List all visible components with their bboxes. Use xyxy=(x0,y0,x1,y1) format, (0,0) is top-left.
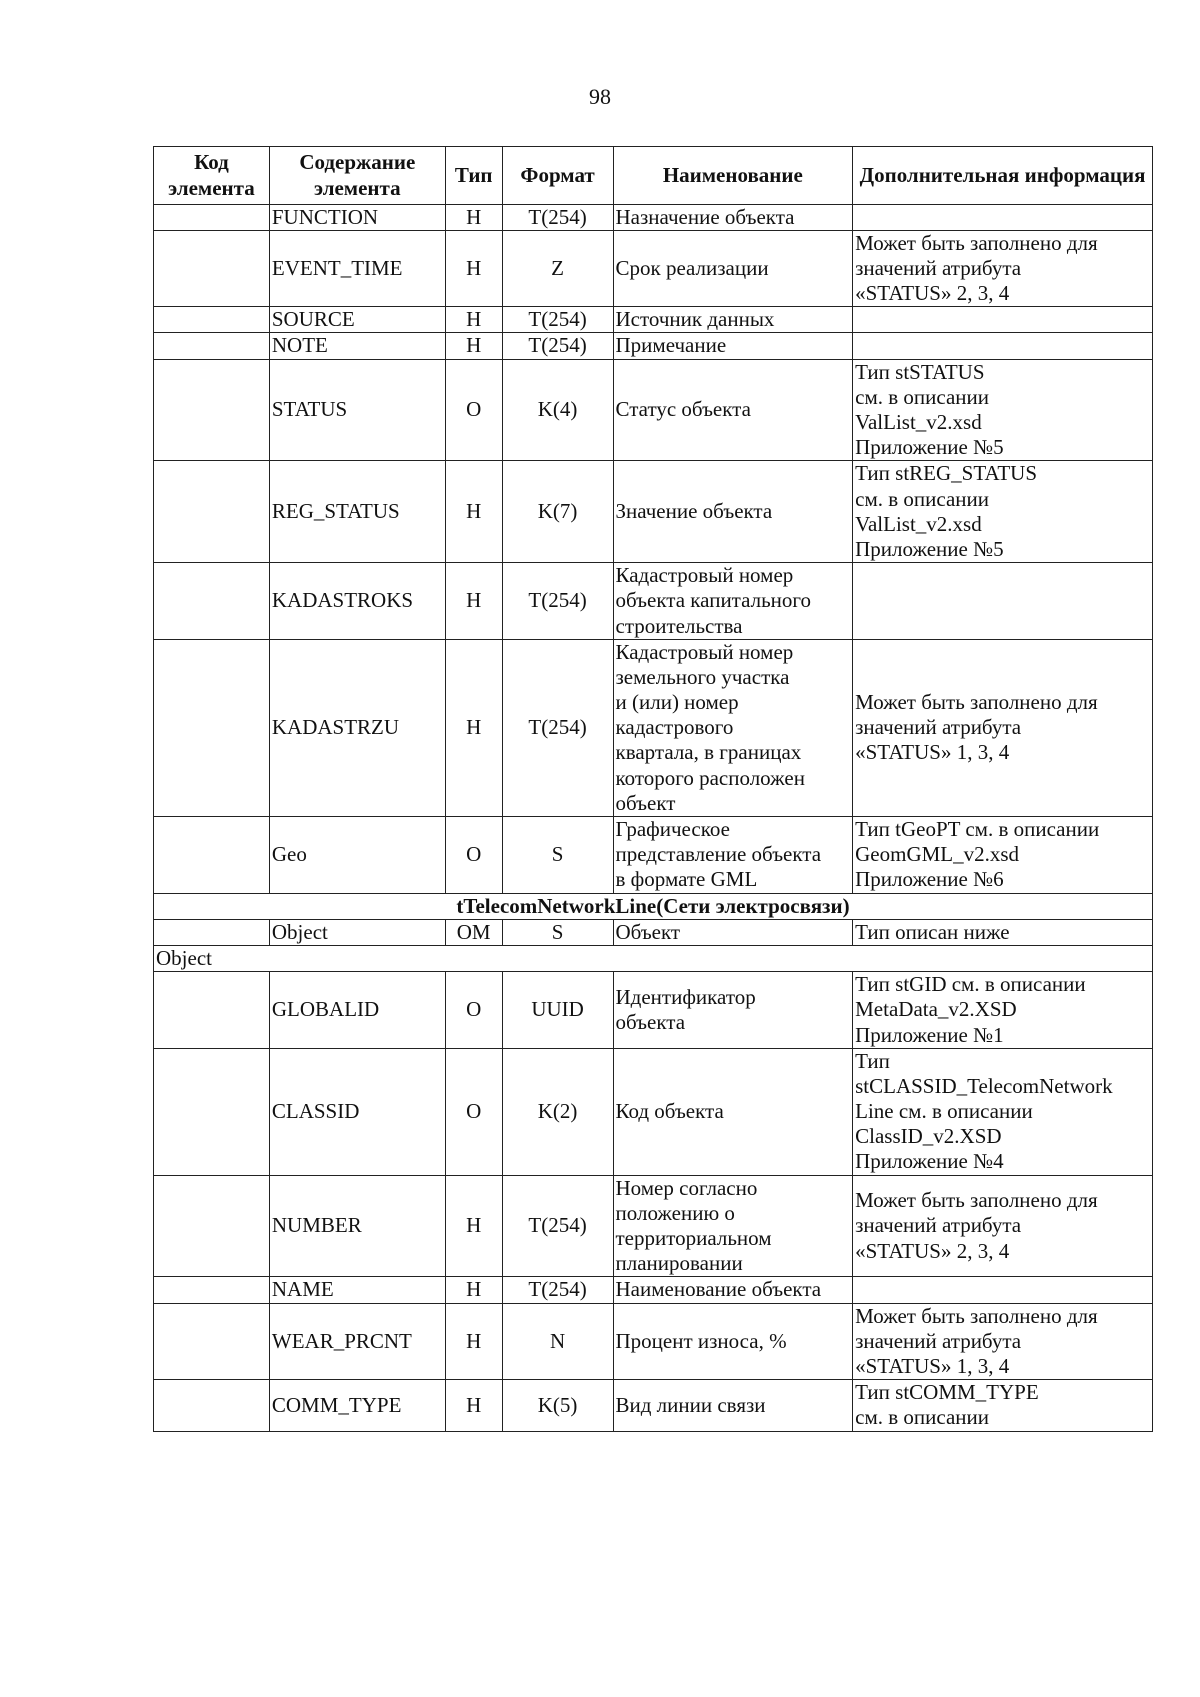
cell-content: FUNCTION xyxy=(269,204,445,230)
cell-name: Номер согласно положению о территориальном планировании xyxy=(613,1175,853,1277)
cell-name: Кадастровый номер объекта капитального строительства xyxy=(613,563,853,640)
cell-info: Может быть заполнено для значений атрибута «STATUS» 2, 3, 4 xyxy=(853,230,1153,307)
cell-info xyxy=(853,204,1153,230)
cell-content: KADASTROKS xyxy=(269,563,445,640)
cell-format: T(254) xyxy=(502,563,613,640)
cell-name: Идентификатор объекта xyxy=(613,972,853,1049)
cell-code xyxy=(154,563,270,640)
table-row xyxy=(154,230,1153,307)
cell-type: Н xyxy=(445,1303,502,1380)
specification-table xyxy=(153,146,1153,1432)
cell-code xyxy=(154,919,270,945)
cell-format: K(7) xyxy=(502,461,613,563)
cell-format: K(4) xyxy=(502,359,613,461)
section-title: tTelecomNetworkLine(Сети электросвязи) xyxy=(154,893,1153,919)
cell-name: Код объекта xyxy=(613,1048,853,1175)
cell-content: NUMBER xyxy=(269,1175,445,1277)
cell-type: Н xyxy=(445,1277,502,1303)
cell-name: Назначение объекта xyxy=(613,204,853,230)
cell-name: Объект xyxy=(613,919,853,945)
cell-code xyxy=(154,359,270,461)
cell-content: NOTE xyxy=(269,333,445,359)
cell-content: Geo xyxy=(269,817,445,894)
cell-code xyxy=(154,333,270,359)
cell-type: О xyxy=(445,972,502,1049)
cell-type: Н xyxy=(445,333,502,359)
cell-name: Кадастровый номер земельного участка и (или) номер кадастрового квартала, в границах которого расположен объект xyxy=(613,639,853,816)
object-label: Object xyxy=(154,945,1153,971)
cell-format: Z xyxy=(502,230,613,307)
section-title-row xyxy=(154,893,1153,919)
cell-format: T(254) xyxy=(502,204,613,230)
table-row xyxy=(154,1175,1153,1277)
cell-content: NAME xyxy=(269,1277,445,1303)
table-row xyxy=(154,972,1153,1049)
cell-code xyxy=(154,1175,270,1277)
table-row xyxy=(154,1303,1153,1380)
cell-format: UUID xyxy=(502,972,613,1049)
table-row xyxy=(154,1380,1153,1431)
cell-type: Н xyxy=(445,461,502,563)
cell-format: K(5) xyxy=(502,1380,613,1431)
table-row xyxy=(154,1048,1153,1175)
table-row xyxy=(154,563,1153,640)
cell-content: STATUS xyxy=(269,359,445,461)
cell-content: Object xyxy=(269,919,445,945)
cell-format: T(254) xyxy=(502,333,613,359)
cell-format: T(254) xyxy=(502,639,613,816)
cell-info: Тип tGeoPT см. в описании GeomGML_v2.xsd Приложение №6 xyxy=(853,817,1153,894)
cell-info: Тип stSTATUS см. в описании ValList_v2.xsd Приложение №5 xyxy=(853,359,1153,461)
cell-info: Тип stCLASSID_TelecomNetwork Line см. в описании ClassID_v2.XSD Приложение №4 xyxy=(853,1048,1153,1175)
cell-info xyxy=(853,1277,1153,1303)
rows-group-a xyxy=(154,204,1153,893)
cell-info: Тип stCOMM_TYPE см. в описании xyxy=(853,1380,1153,1431)
cell-code xyxy=(154,461,270,563)
cell-name: Срок реализации xyxy=(613,230,853,307)
cell-code xyxy=(154,1303,270,1380)
cell-code xyxy=(154,817,270,894)
cell-type: Н xyxy=(445,307,502,333)
cell-name: Источник данных xyxy=(613,307,853,333)
cell-code xyxy=(154,307,270,333)
cell-info xyxy=(853,333,1153,359)
table-row xyxy=(154,333,1153,359)
cell-name: Значение объекта xyxy=(613,461,853,563)
cell-type: О xyxy=(445,359,502,461)
page-number: 98 xyxy=(589,84,611,109)
cell-type: О xyxy=(445,1048,502,1175)
cell-info: Может быть заполнено для значений атрибута «STATUS» 1, 3, 4 xyxy=(853,639,1153,816)
cell-type: Н xyxy=(445,1380,502,1431)
table-row xyxy=(154,639,1153,816)
table-header-row xyxy=(154,147,1153,205)
cell-name: Наименование объекта xyxy=(613,1277,853,1303)
cell-info: Может быть заполнено для значений атрибута «STATUS» 1, 3, 4 xyxy=(853,1303,1153,1380)
cell-info: Тип stGID см. в описании MetaData_v2.XSD Приложение №1 xyxy=(853,972,1153,1049)
cell-type: ОМ xyxy=(445,919,502,945)
header-type: Тип xyxy=(445,147,502,205)
cell-format: K(2) xyxy=(502,1048,613,1175)
cell-name: Графическое представление объекта в формате GML xyxy=(613,817,853,894)
table-row xyxy=(154,204,1153,230)
section-group xyxy=(154,893,1153,972)
cell-content: KADASTRZU xyxy=(269,639,445,816)
table-row xyxy=(154,359,1153,461)
cell-name: Вид линии связи xyxy=(613,1380,853,1431)
header-code: Код элемента xyxy=(154,147,270,205)
table-row xyxy=(154,461,1153,563)
cell-type: Н xyxy=(445,563,502,640)
cell-format: T(254) xyxy=(502,1175,613,1277)
table-row xyxy=(154,307,1153,333)
header-name: Наименование xyxy=(613,147,853,205)
cell-info: Тип stREG_STATUS см. в описании ValList_v2.xsd Приложение №5 xyxy=(853,461,1153,563)
cell-content: EVENT_TIME xyxy=(269,230,445,307)
header-format: Формат xyxy=(502,147,613,205)
cell-content: WEAR_PRCNT xyxy=(269,1303,445,1380)
cell-info: Может быть заполнено для значений атрибута «STATUS» 2, 3, 4 xyxy=(853,1175,1153,1277)
header-info: Дополнительная информация xyxy=(853,147,1153,205)
cell-info: Тип описан ниже xyxy=(853,919,1153,945)
table-row xyxy=(154,919,1153,945)
cell-type: Н xyxy=(445,639,502,816)
cell-content: SOURCE xyxy=(269,307,445,333)
cell-code xyxy=(154,1380,270,1431)
cell-info xyxy=(853,307,1153,333)
cell-code xyxy=(154,230,270,307)
cell-content: GLOBALID xyxy=(269,972,445,1049)
cell-code xyxy=(154,1277,270,1303)
table-row xyxy=(154,817,1153,894)
cell-format: T(254) xyxy=(502,307,613,333)
cell-format: T(254) xyxy=(502,1277,613,1303)
cell-content: COMM_TYPE xyxy=(269,1380,445,1431)
cell-format: S xyxy=(502,817,613,894)
cell-info xyxy=(853,563,1153,640)
cell-code xyxy=(154,204,270,230)
cell-name: Процент износа, % xyxy=(613,1303,853,1380)
cell-format: S xyxy=(502,919,613,945)
cell-content: REG_STATUS xyxy=(269,461,445,563)
cell-type: Н xyxy=(445,230,502,307)
table-row xyxy=(154,1277,1153,1303)
cell-content: CLASSID xyxy=(269,1048,445,1175)
cell-format: N xyxy=(502,1303,613,1380)
cell-type: О xyxy=(445,817,502,894)
cell-code xyxy=(154,972,270,1049)
cell-name: Примечание xyxy=(613,333,853,359)
rows-group-b xyxy=(154,972,1153,1431)
cell-code xyxy=(154,1048,270,1175)
header-content: Содержание элемента xyxy=(269,147,445,205)
cell-code xyxy=(154,639,270,816)
object-label-row xyxy=(154,945,1153,971)
cell-type: Н xyxy=(445,1175,502,1277)
cell-name: Статус объекта xyxy=(613,359,853,461)
cell-type: Н xyxy=(445,204,502,230)
